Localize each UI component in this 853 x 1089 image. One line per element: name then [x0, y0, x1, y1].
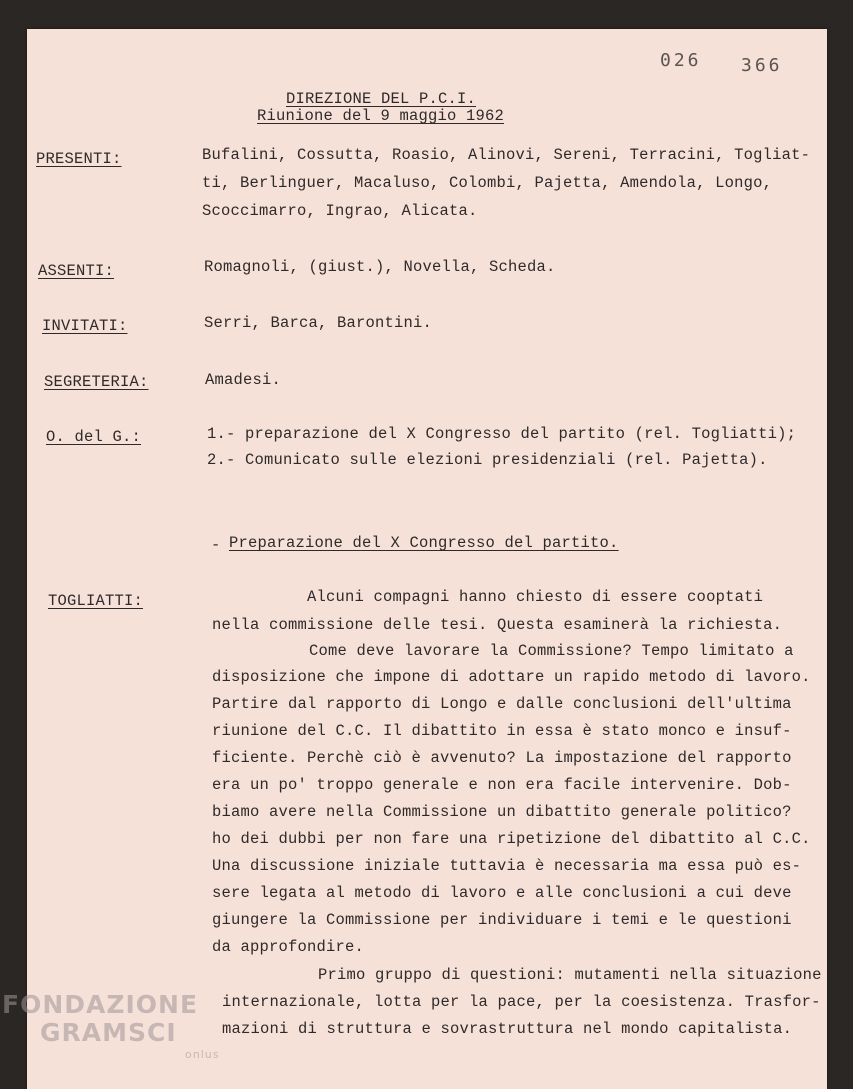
assenti-label: ASSENTI:: [38, 262, 115, 280]
section-heading: Preparazione del X Congresso del partito.: [229, 534, 619, 552]
invitati-value: Serri, Barca, Barontini.: [204, 314, 433, 332]
speech-line: Alcuni compagni hanno chiesto di essere cooptati: [307, 588, 764, 606]
invitati-label: INVITATI:: [42, 317, 128, 335]
speech-line: Come deve lavorare la Commissione? Tempo limitato a: [309, 642, 794, 660]
speech-line: Primo gruppo di questioni: mutamenti nella situazione: [318, 966, 822, 984]
document-title: DIREZIONE DEL P.C.I.: [286, 90, 477, 108]
section-dash: -: [211, 536, 221, 554]
speech-line: internazionale, lotta per la pace, per la coesistenza. Trasfor-: [222, 993, 821, 1011]
presenti-label: PRESENTI:: [36, 150, 122, 168]
watermark-line2: GRAMSCI: [40, 1018, 177, 1047]
speech-line: sere legata al metodo di lavoro e alle conclusioni a cui deve: [212, 884, 792, 902]
segreteria-label: SEGRETERIA:: [44, 373, 149, 391]
speech-line: mazioni di struttura e sovrastruttura nel mondo capitalista.: [222, 1020, 793, 1038]
speech-line: Partire dal rapporto di Longo e dalle conclusioni dell'ultima: [212, 695, 792, 713]
odg-item: 1.- preparazione del X Congresso del partito (rel. Togliatti);: [207, 425, 797, 443]
odg-item: 2.- Comunicato sulle elezioni presidenziali (rel. Pajetta).: [207, 451, 768, 469]
speech-line: giungere la Commissione per individuare i temi e le questioni: [212, 911, 792, 929]
speech-line: nella commissione delle tesi. Questa esaminerà la richiesta.: [212, 616, 783, 634]
speech-line: riunione del C.C. Il dibattito in essa è stato monco e insuf-: [212, 722, 792, 740]
document-subtitle: Riunione del 9 maggio 1962: [257, 107, 505, 125]
speech-line: disposizione che impone di adottare un rapido metodo di lavoro.: [212, 668, 811, 686]
presenti-line: Scoccimarro, Ingrao, Alicata.: [202, 202, 478, 220]
odg-label: O. del G.:: [46, 428, 142, 446]
speaker-label: TOGLIATTI:: [48, 592, 144, 610]
speech-line: ho dei dubbi per non fare una ripetizione del dibattito al C.C.: [212, 830, 811, 848]
watermark-line1: FONDAZIONE: [2, 990, 199, 1019]
presenti-line: Bufalini, Cossutta, Roasio, Alinovi, Sereni, Terracini, Togliat-: [202, 146, 811, 164]
speech-line: da approfondire.: [212, 938, 365, 956]
speech-line: era un po' troppo generale e non era facile intervenire. Dob-: [212, 776, 792, 794]
presenti-line: ti, Berlinguer, Macaluso, Colombi, Pajetta, Amendola, Longo,: [202, 174, 773, 192]
speech-line: Una discussione iniziale tuttavia è necessaria ma essa può es-: [212, 857, 802, 875]
watermark-line3: onlus: [185, 1048, 220, 1061]
archive-number: 026: [660, 50, 702, 71]
assenti-value: Romagnoli, (giust.), Novella, Scheda.: [204, 258, 556, 276]
segreteria-value: Amadesi.: [205, 371, 282, 389]
speech-line: biamo avere nella Commissione un dibattito generale politico?: [212, 803, 792, 821]
speech-line: ficiente. Perchè ciò è avvenuto? La impostazione del rapporto: [212, 749, 792, 767]
archive-number: 366: [741, 55, 783, 76]
